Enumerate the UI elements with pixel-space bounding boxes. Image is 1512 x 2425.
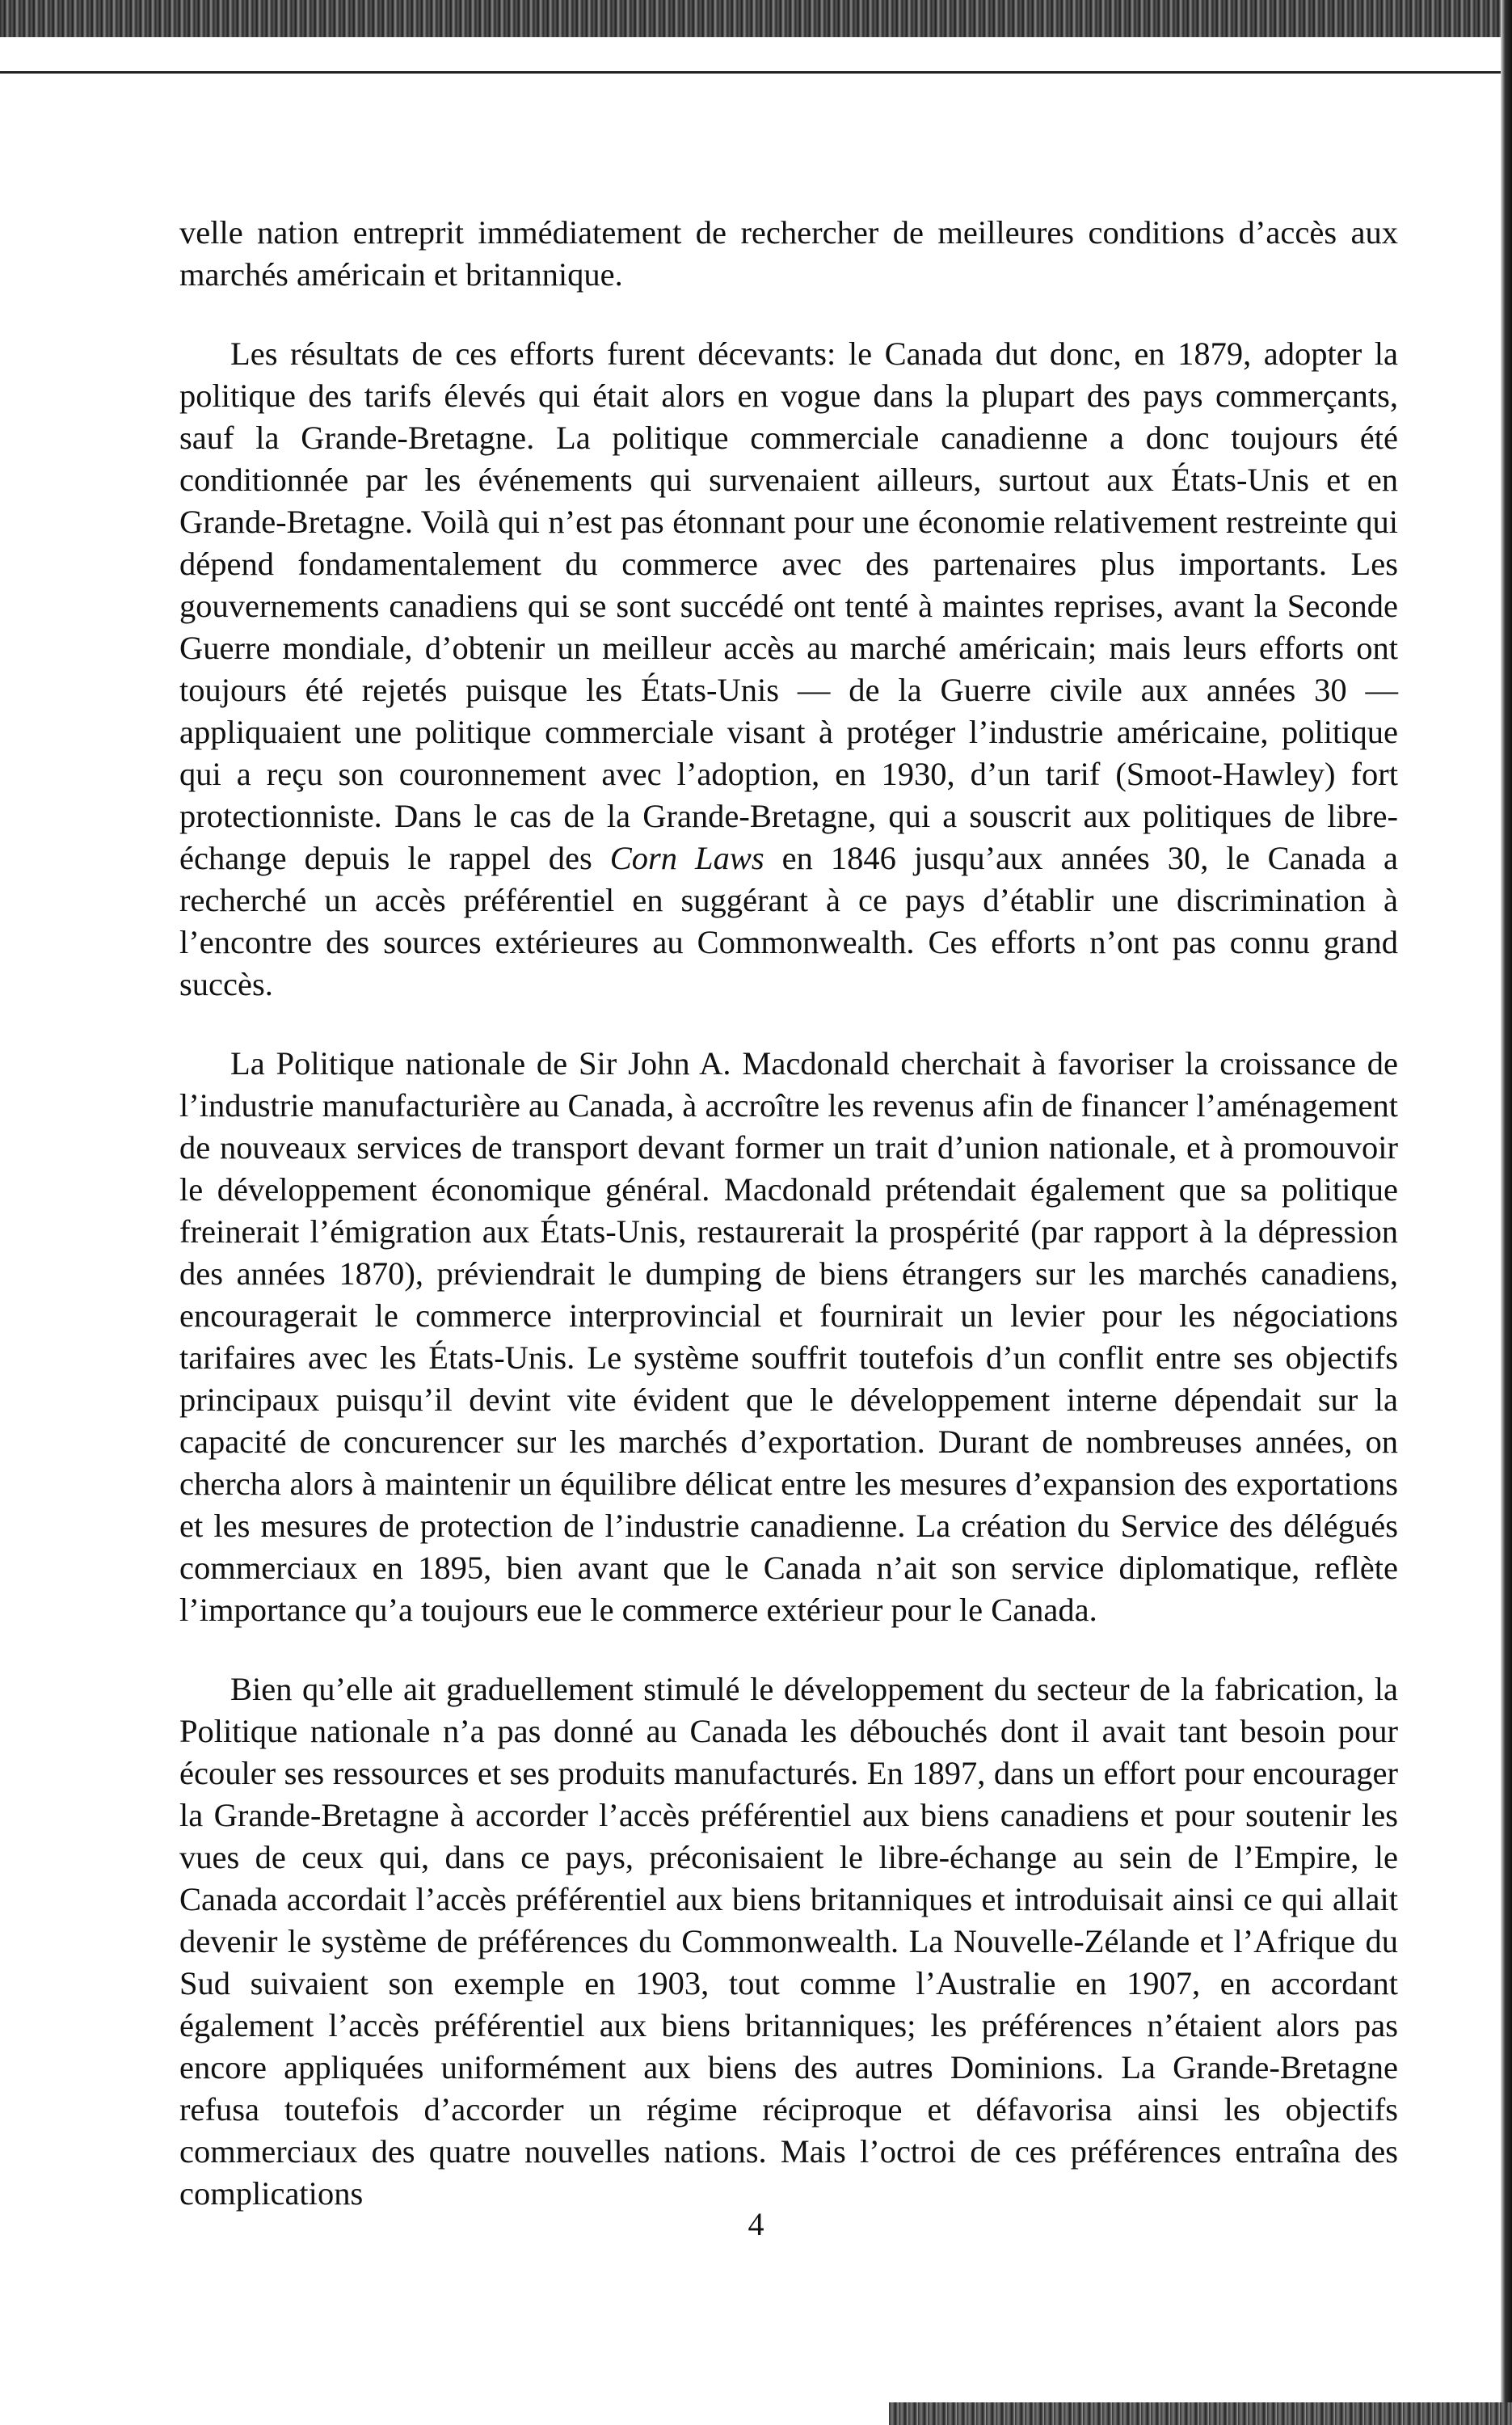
paragraph-national-policy: La Politique nationale de Sir John A. Macdonald cherchait à favoriser la croissance de l’industrie manufacturière au Canada, à accroître les revenus afin de financer l’aménagement de nouveaux services de transport devant former un trait d’union nationale, et à promouvoir le développement économique général. Macdonald prétendait également que sa politique freinerait l’émigration aux États-Unis, restaurerait la prospérité (par rapport à la dépression des années 1870), préviendrait le dumping de biens étrangers sur les marchés canadiens, encouragerait le commerce interprovincial et fournirait un levier pour les négociations tarifaires avec les États-Unis. Le système souffrit toutefois d’un conflit entre ses objectifs principaux puisqu’il devint vite évident que le développement interne dépendait sur la capacité de concurencer sur les marchés d’exportation. Durant de nombreuses années, on chercha alors à maintenir un équilibre délicat entre les mesures d’expansion des exportations et les mesures de protection de l’industrie canadienne. La création du Service des délégués commerciaux en 1895, bien avant que le Canada n’ait son service diplomatique, reflète l’importance qu’a toujours eue le commerce extérieur pour le Canada. [179,1045,1398,1628]
page-number: 4 [748,2206,764,2242]
scan-border-top [0,0,1512,37]
body-text [179,212,1398,2252]
scan-border-bottom [889,2402,1512,2425]
scan-edge-line [0,71,1512,74]
italic-term: Corn Laws [609,840,764,876]
scan-border-right [1501,0,1512,2425]
paragraph-commonwealth-preferences: Bien qu’elle ait graduellement stimulé le développement du secteur de la fabrication, la Politique nationale n’a pas donné au Canada les débouchés dont il avait tant besoin pour écouler ses ressources et ses produits manufacturés. En 1897, dans un effort pour encourager la Grande-Bretagne à accorder l’accès préférentiel aux biens canadiens et pour soutenir les vues de ceux qui, dans ce pays, préconisaient le libre-échange au sein de l’Empire, le Canada accordait l’accès préférentiel aux biens britanniques et introduisait ainsi ce qui allait devenir le système de préférences du Commonwealth. La Nouvelle-Zélande et l’Afrique du Sud suivaient son exemple en 1903, tout comme l’Australie en 1907, en accordant également l’accès préférentiel aux biens britanniques; les préférences n’étaient alors pas encore appliquées uniformément aux biens des autres Dominions. La Grande-Bretagne refusa toutefois d’accorder un régime réciproque et défavorisa ainsi les objectifs commerciaux des quatre nouvelles nations. Mais l’octroi de ces préférences entraîna des complications [179,1671,1398,2212]
paragraph-tariff-history: Les résultats de ces efforts furent décevants: le Canada dut donc, en 1879, adopter la politique des tarifs élevés qui était alors en vogue dans la plupart des pays commerçants, sauf la Grande-Bretagne. La politique commerciale canadienne a donc toujours été conditionnée par les événements qui survenaient ailleurs, surtout aux États-Unis et en Grande-Bretagne. Voilà qui n’est pas étonnant pour une économie relativement restreinte qui dépend fondamentalement du commerce avec des partenaires plus importants. Les gouvernements canadiens qui se sont succédé ont tenté à maintes reprises, avant la Seconde Guerre mondiale, d’obtenir un meilleur accès au marché américain; mais leurs efforts ont toujours été rejetés puisque les États-Unis — de la Guerre civile aux années 30 — appliquaient une politique commerciale visant à protéger l’industrie américaine, politique qui a reçu son couronnement avec l’adoption, en 1930, d’un tarif (Smoot-Hawley) fort protectionniste. Dans le cas de la Grande-Bretagne, qui a souscrit aux politiques de libre-échange depuis le rappel des Corn Laws en 1846 jusqu’aux années 30, le Canada a recherché un accès préférentiel en suggérant à ce pays d’établir une discrimination à l’encontre des sources extérieures au Commonwealth. Ces efforts n’ont pas connu grand succès. [179,335,1398,1002]
paragraph-continuation: velle nation entreprit immédiatement de rechercher de meilleures conditions d’accès aux marchés américain et britannique. [179,214,1398,293]
